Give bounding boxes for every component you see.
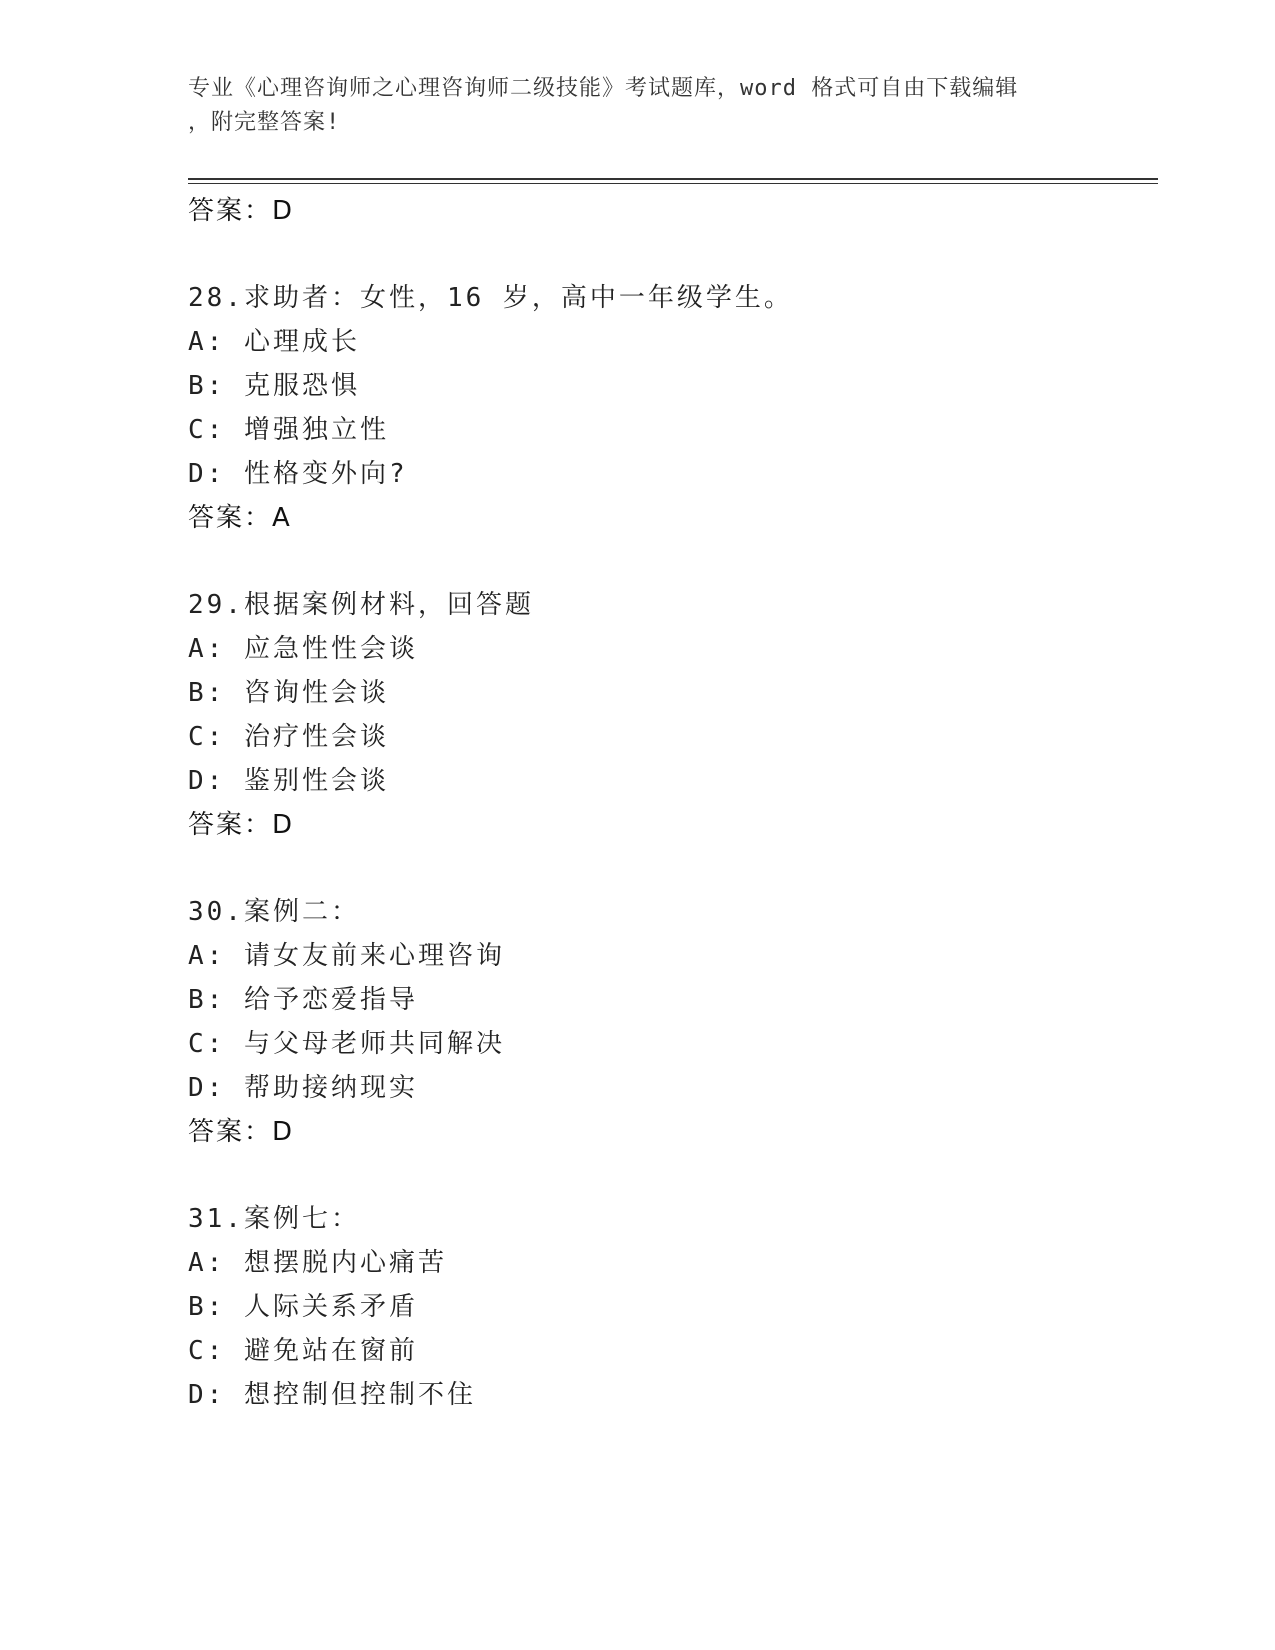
- q28-option-a: A: 心理成长: [188, 327, 360, 357]
- q31-option-b: B: 人际关系矛盾: [188, 1292, 418, 1322]
- question-31: 31.案例七：: [188, 1204, 360, 1234]
- header-line-1: 专业《心理咨询师之心理咨询师二级技能》考试题库，word 格式可自由下载编辑: [188, 76, 1019, 101]
- q28-option-c: C: 增强独立性: [188, 415, 389, 445]
- q30-answer: 答案：D: [188, 1117, 295, 1147]
- document-header: [188, 72, 1068, 140]
- q30-option-d: D: 帮助接纳现实: [188, 1073, 418, 1103]
- q28-option-b: B: 克服恐惧: [188, 371, 360, 401]
- q29-answer: 答案：D: [188, 810, 295, 840]
- q28-option-d: D: 性格变外向?: [188, 459, 408, 489]
- header-line-2: ，附完整答案!: [188, 110, 341, 135]
- header-rule: [188, 178, 1158, 180]
- q30-option-b: B: 给予恋爱指导: [188, 985, 418, 1015]
- q30-option-c: C: 与父母老师共同解决: [188, 1029, 505, 1059]
- q31-option-d: D: 想控制但控制不住: [188, 1380, 476, 1410]
- q28-answer: 答案：A: [188, 503, 292, 533]
- question-30: 30.案例二：: [188, 897, 360, 927]
- q30-option-a: A: 请女友前来心理咨询: [188, 941, 505, 971]
- question-28: 28.求助者：女性，16 岁，高中一年级学生。: [188, 283, 793, 313]
- q29-option-b: B: 咨询性会谈: [188, 678, 389, 708]
- answer-previous: 答案：D: [188, 196, 295, 226]
- q31-option-a: A: 想摆脱内心痛苦: [188, 1248, 447, 1278]
- header-rule-thin: [188, 183, 1158, 184]
- q29-option-d: D: 鉴别性会谈: [188, 766, 389, 796]
- q31-option-c: C: 避免站在窗前: [188, 1336, 418, 1366]
- q29-option-a: A: 应急性性会谈: [188, 634, 418, 664]
- question-29: 29.根据案例材料，回答题: [188, 590, 534, 620]
- q29-option-c: C: 治疗性会谈: [188, 722, 389, 752]
